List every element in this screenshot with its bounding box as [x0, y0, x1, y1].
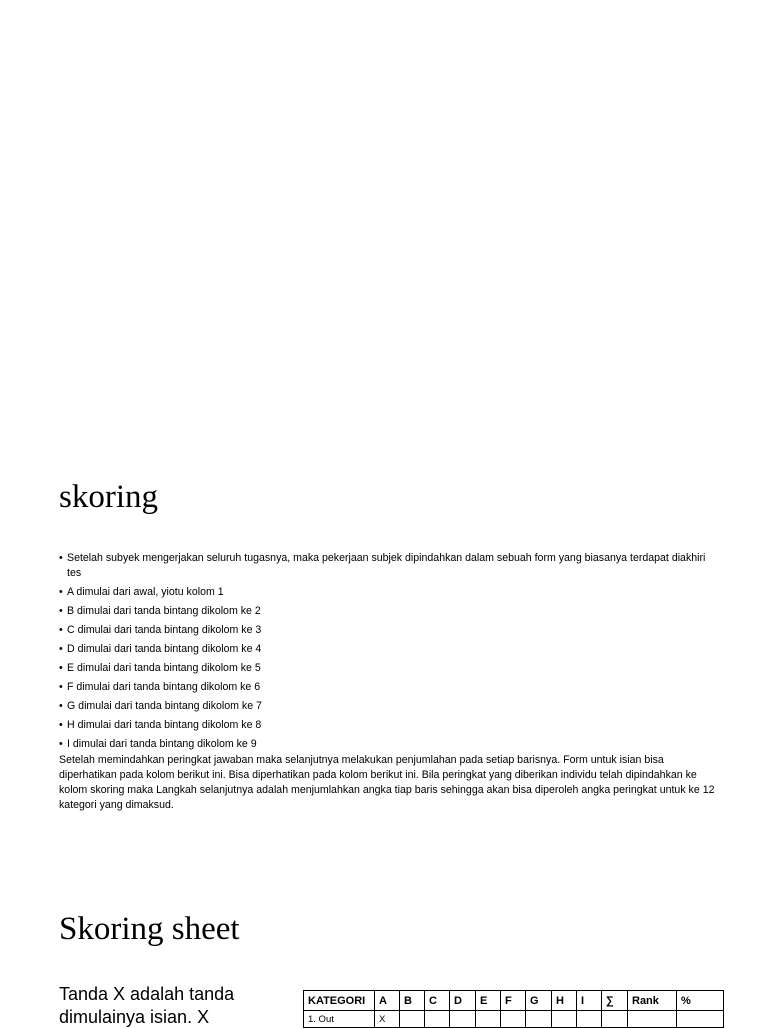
- skoring-sheet-note: Tanda X adalah tanda dimulainya isian. X: [59, 984, 235, 1027]
- bullet-dot-icon: •: [59, 605, 63, 617]
- table-cell: [476, 1011, 501, 1028]
- section-title-skoring-sheet: Skoring sheet: [59, 911, 240, 947]
- bullet-item: [59, 585, 715, 600]
- bullet-dot-icon: •: [59, 643, 63, 655]
- bullet-text: B dimulai dari tanda bintang dikolom ke 2: [67, 605, 261, 617]
- bullet-text: A dimulai dari awal, yiotu kolom 1: [67, 586, 224, 598]
- table-cell: X: [375, 1011, 400, 1028]
- bullet-text: I dimulai dari tanda bintang dikolom ke 9: [67, 738, 257, 750]
- bullet-item: [59, 623, 715, 638]
- bullet-dot-icon: •: [59, 624, 63, 636]
- table-cell: [501, 1011, 526, 1028]
- bullet-dot-icon: •: [59, 719, 63, 731]
- table-cell: [602, 1011, 628, 1028]
- skoring-paragraph: Setelah memindahkan peringkat jawaban maka selanjutnya melakukan penjumlahan pada setiap barisnya. Form untuk isian bisa diperhatikan pada kolom berikut ini. Bisa diperhatikan pada kolom berikut ini. Bila peringkat yang diberikan individu telah dipindahkan ke kolom skoring maka Langkah selanjutnya adalah menjumlahkan angka tiap baris sehingga akan bisa diperoleh angka peringkat untuk ke 12 kategori yang dimaksud.: [59, 754, 715, 811]
- column-header-percent: %: [677, 991, 724, 1011]
- bullet-text: E dimulai dari tanda bintang dikolom ke 5: [67, 662, 261, 674]
- table-cell: [677, 1011, 724, 1028]
- bullet-text: F dimulai dari tanda bintang dikolom ke 6: [67, 681, 261, 693]
- bullet-item: [59, 737, 715, 752]
- column-header-b: B: [400, 991, 425, 1011]
- table-row: [304, 1011, 724, 1028]
- bullet-text: Setelah subyek mengerjakan seluruh tugasnya, maka pekerjaan subjek dipindahkan dalam sebuah form yang biasanya terdapat diakhiri tes: [67, 552, 706, 579]
- table-header-row: [304, 991, 724, 1011]
- table-cell: [425, 1011, 450, 1028]
- column-header-c: C: [425, 991, 450, 1011]
- bullet-item: [59, 699, 715, 714]
- section-title-skoring: skoring: [59, 479, 158, 515]
- bullet-text: C dimulai dari tanda bintang dikolom ke 3: [67, 624, 262, 636]
- bullet-dot-icon: •: [59, 586, 63, 598]
- column-header-d: D: [450, 991, 476, 1011]
- table-cell: [450, 1011, 476, 1028]
- table-cell: [552, 1011, 577, 1028]
- bullet-text: G dimulai dari tanda bintang dikolom ke 7: [67, 700, 262, 712]
- bullet-text: D dimulai dari tanda bintang dikolom ke 4: [67, 643, 262, 655]
- bullet-item: [59, 642, 715, 657]
- skoring-table: [303, 990, 724, 1028]
- skoring-bullet-list: [59, 551, 715, 752]
- table-cell: 1. Out: [304, 1011, 375, 1028]
- bullet-dot-icon: •: [59, 662, 63, 674]
- bullet-item: [59, 718, 715, 733]
- column-header-i: I: [577, 991, 602, 1011]
- bullet-item: [59, 551, 715, 581]
- column-header-a: A: [375, 991, 400, 1011]
- bullet-item: [59, 661, 715, 676]
- column-header-e: E: [476, 991, 501, 1011]
- skoring-body: [59, 551, 715, 813]
- column-header-f: F: [501, 991, 526, 1011]
- column-header-g: G: [526, 991, 552, 1011]
- column-header-rank: Rank: [628, 991, 677, 1011]
- table-cell: [400, 1011, 425, 1028]
- table-cell: [526, 1011, 552, 1028]
- column-header-h: H: [552, 991, 577, 1011]
- table-cell: [577, 1011, 602, 1028]
- bullet-item: [59, 680, 715, 695]
- bullet-text: H dimulai dari tanda bintang dikolom ke 8: [67, 719, 262, 731]
- table-cell: [628, 1011, 677, 1028]
- bullet-dot-icon: •: [59, 552, 63, 564]
- bullet-dot-icon: •: [59, 681, 63, 693]
- bullet-dot-icon: •: [59, 700, 63, 712]
- bullet-item: [59, 604, 715, 619]
- bullet-dot-icon: •: [59, 738, 63, 750]
- column-header-kategori: KATEGORI: [304, 991, 375, 1011]
- column-header-sum: ∑: [602, 991, 628, 1011]
